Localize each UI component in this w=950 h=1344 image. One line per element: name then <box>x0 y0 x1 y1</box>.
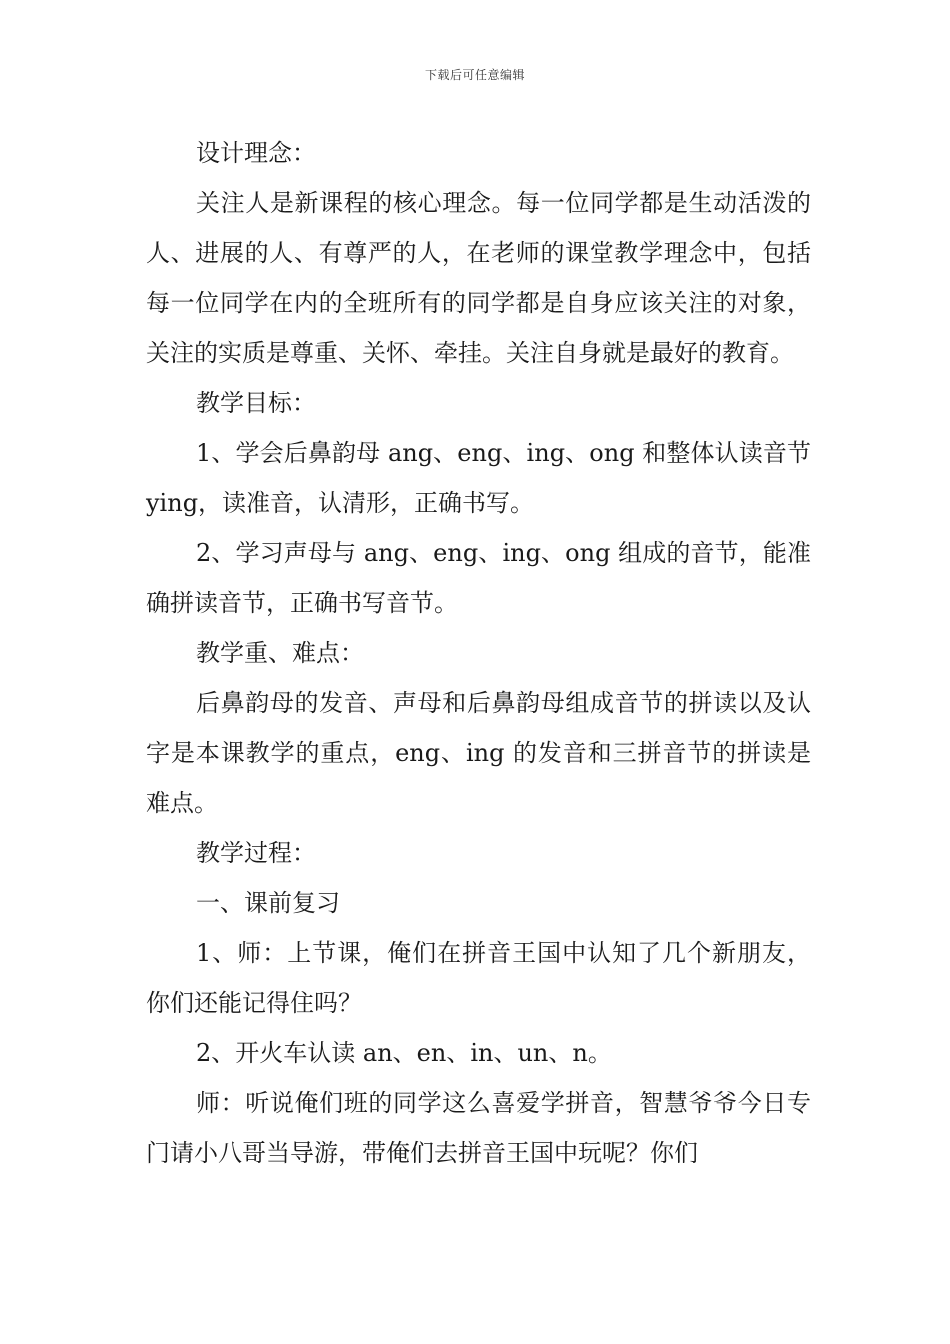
paragraph-teacher-intro: 师：听说俺们班的同学这么喜爱学拼音，智慧爷爷今日专门请小八哥当导游，带俺们去拼音王国中玩呢？你们 <box>146 1089 811 1167</box>
section-heading-teaching-process: 教学过程： <box>196 839 316 867</box>
section-heading-design-concept: 设计理念： <box>196 139 316 167</box>
document-body <box>146 128 811 1178</box>
page-header: 下载后可任意编辑 <box>424 68 525 82</box>
paragraph-design-concept: 关注人是新课程的核心理念。每一位同学都是生动活泼的人、进展的人、有尊严的人，在老师的课堂教学理念中，包括每一位同学在内的全班所有的同学都是自身应该关注的对象，关注的实质是尊重、关怀、牵挂。关注自身就是最好的教育。 <box>146 189 811 367</box>
section-heading-teaching-goals: 教学目标： <box>196 389 316 417</box>
section-heading-key-points: 教学重、难点： <box>196 639 364 667</box>
subheading-review: 一、课前复习 <box>196 889 340 917</box>
paragraph-goal-2: 2、学习声母与 ang、eng、ing、ong 组成的音节，能准确拼读音节，正确书写音节。 <box>146 539 811 617</box>
paragraph-goal-1: 1、学会后鼻韵母 ang、eng、ing、ong 和整体认读音节 ying，读准音，认清形，正确书写。 <box>146 439 811 517</box>
paragraph-review-2: 2、开火车认读 an、en、in、un、n。 <box>196 1039 612 1067</box>
paragraph-review-1: 1、师：上节课，俺们在拼音王国中认知了几个新朋友，你们还能记得住吗？ <box>146 939 811 1017</box>
paragraph-key-points: 后鼻韵母的发音、声母和后鼻韵母组成音节的拼读以及认字是本课教学的重点，eng、ing 的发音和三拼音节的拼读是难点。 <box>146 689 811 817</box>
